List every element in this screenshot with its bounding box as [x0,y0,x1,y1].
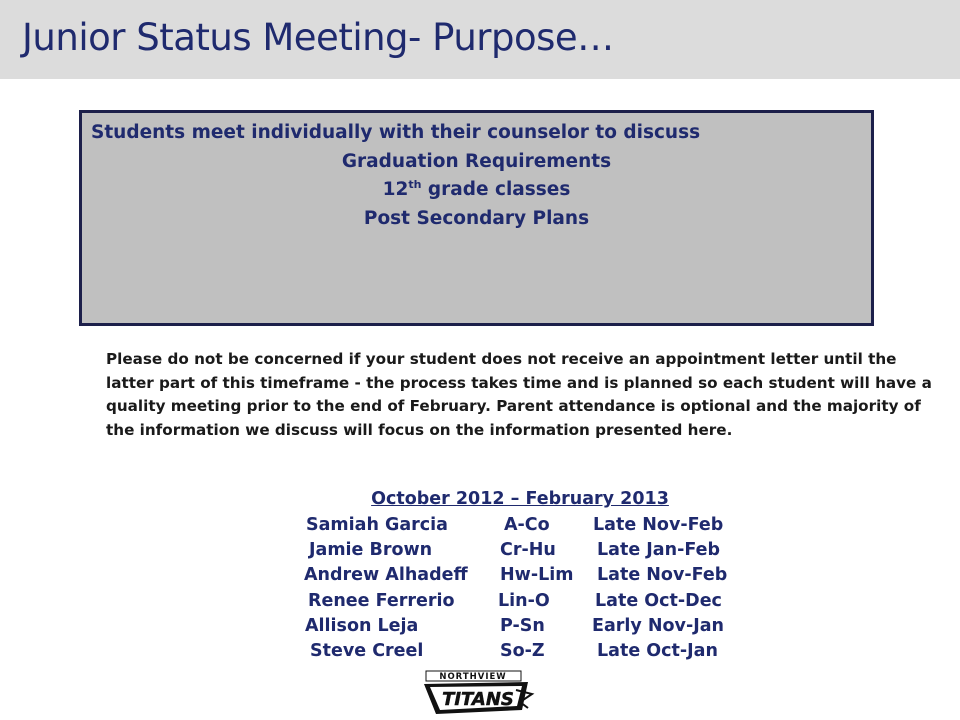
purpose-item-graduation [82,151,871,172]
schedule-row [0,641,960,666]
purpose-lead: Students meet individually with their counselor to discuss [91,122,701,143]
alpha-range: So-Z [500,641,545,661]
purpose-item-text: grade classes [421,179,571,200]
alpha-range: Hw-Lim [500,565,574,586]
schedule-row [0,565,960,590]
logo-main-text: TITANS [442,689,514,710]
meeting-timeframe: Late Nov-Feb [593,515,724,535]
meeting-timeframe: Late Jan-Feb [597,540,720,561]
schedule-row [0,515,960,540]
schedule-row [0,616,960,641]
slide-title: Junior Status Meeting- Purpose… [22,16,614,59]
counselor-name: Allison Leja [305,615,419,636]
schedule-title: October 2012 – February 2013 [371,489,669,509]
meeting-timeframe: Late Oct-Jan [597,641,718,661]
counselor-name: Jamie Brown [309,540,433,561]
purpose-item-text: Post Secondary Plans [363,208,590,229]
alpha-range: Cr-Hu [500,540,556,561]
meeting-timeframe: Early Nov-Jan [592,615,725,636]
counselor-name: Andrew Alhadeff [304,565,468,586]
alpha-range: Lin-O [498,590,550,611]
meeting-timeframe: Late Nov-Feb [597,565,728,586]
purpose-item-classes [82,179,871,200]
counselor-name: Steve Creel [310,641,424,661]
title-bar [0,0,960,79]
meeting-timeframe: Late Oct-Dec [595,590,722,611]
northview-titans-logo [416,668,536,718]
schedule-row [0,591,960,616]
schedule-row [0,540,960,565]
parent-note: Please do not be concerned if your student does not receive an appointment letter until the latter part of this timeframe - the process takes time and is planned so each student will have a quality meeting prior to the end of February. Parent attendance is optional and the majority of the information we discuss will focus on the information presented here. [106,350,932,439]
purpose-item-text: Graduation Requirements [341,151,612,172]
purpose-box [79,110,874,326]
counselor-name: Samiah Garcia [306,515,448,535]
alpha-range: A-Co [504,515,550,535]
alpha-range: P-Sn [500,615,545,636]
logo-top-text: NORTHVIEW [439,672,507,682]
purpose-item-plans [82,208,871,229]
counselor-name: Renee Ferrerio [308,590,455,611]
ordinal-suffix: th [408,177,422,191]
purpose-item-text: 12 [382,179,409,200]
